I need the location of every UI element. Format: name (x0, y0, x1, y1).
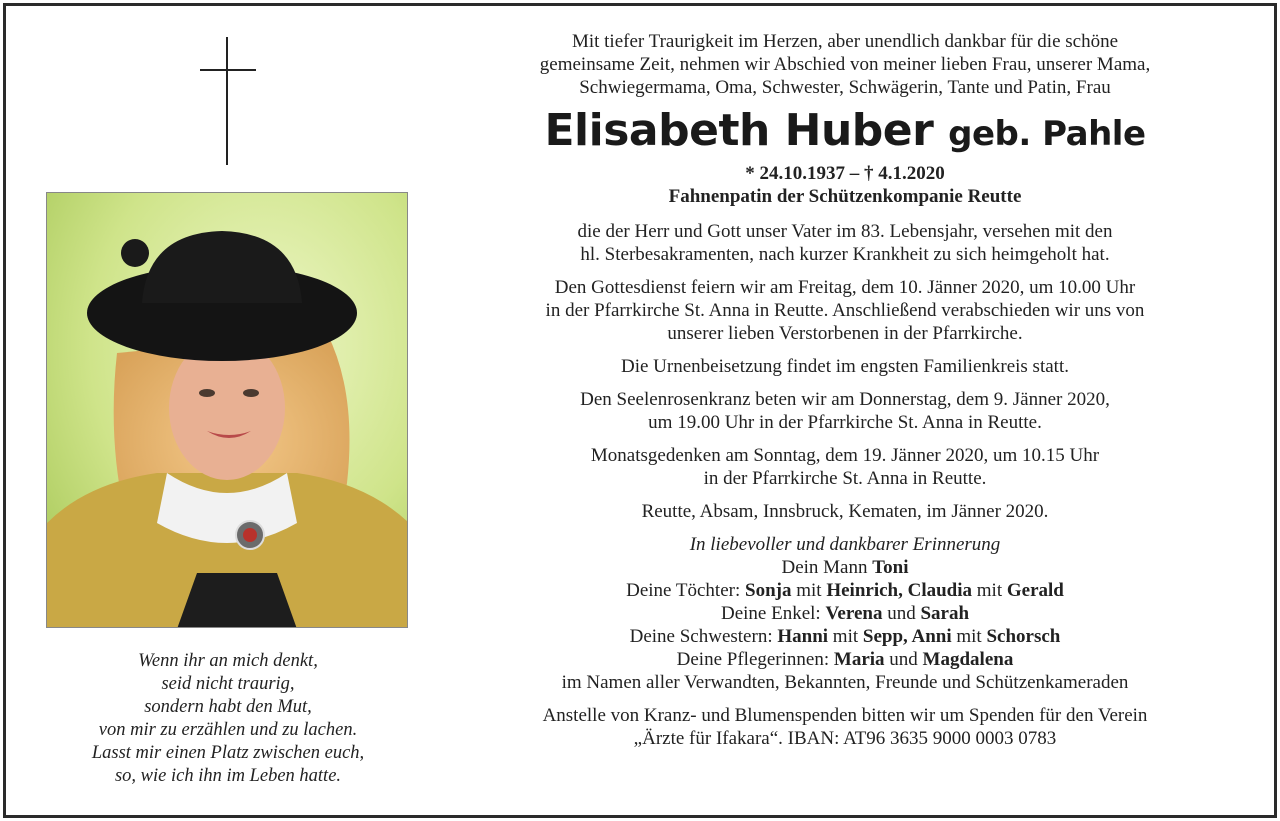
full-name: Elisabeth Huber (544, 105, 934, 156)
obituary-text (440, 30, 1250, 750)
deceased-name (440, 103, 1250, 162)
place-date: Reutte, Absam, Innsbruck, Kematen, im Jänner 2020. (641, 501, 1049, 522)
maiden-name: geb. Pahle (948, 114, 1146, 154)
cross-icon (200, 37, 256, 165)
para2-line: Den Gottesdienst feiern wir am Freitag, dem 10. Jänner 2020, um 10.00 Uhr (554, 277, 1136, 298)
para5-line: Monatsgedenken am Sonntag, dem 19. Jänner 2020, um 10.15 Uhr (590, 445, 1100, 466)
remembrance: In liebevoller und dankbarer Erinnerung (689, 534, 1001, 555)
donation-line: Anstelle von Kranz- und Blumenspenden bitten wir um Spenden für den Verein (542, 705, 1148, 726)
family-husband: Dein Mann Toni (781, 557, 909, 578)
para4-line: Den Seelenrosenkranz beten wir am Donnerstag, dem 9. Jänner 2020, (580, 389, 1110, 410)
poem-line: Lasst mir einen Platz zwischen euch, (91, 743, 365, 763)
family-sisters: Deine Schwestern: Hanni mit Sepp, Anni mit Schorsch (629, 626, 1061, 647)
family-closing: im Namen aller Verwandten, Bekannten, Freunde und Schützenkameraden (561, 672, 1129, 693)
poem-line: sondern habt den Mut, (144, 697, 312, 717)
family-daughters: Deine Töchter: Sonja mit Heinrich, Claudia mit Gerald (626, 580, 1064, 601)
poem-line: seid nicht traurig, (161, 674, 295, 694)
poem-line: von mir zu erzählen und zu lachen. (98, 720, 358, 740)
para2-line: in der Pfarrkirche St. Anna in Reutte. Anschließend verabschieden wir uns von (545, 300, 1145, 321)
intro-line: Schwiegermama, Oma, Schwester, Schwägerin, Tante und Patin, Frau (579, 77, 1111, 98)
para4-line: um 19.00 Uhr in der Pfarrkirche St. Anna in Reutte. (648, 412, 1042, 433)
life-dates: * 24.10.1937 – † 4.1.2020 (745, 163, 945, 184)
role: Fahnenpatin der Schützenkompanie Reutte (668, 186, 1022, 207)
para5-line: in der Pfarrkirche St. Anna in Reutte. (703, 468, 987, 489)
para3-line: Die Urnenbeisetzung findet im engsten Familienkreis statt. (621, 356, 1069, 377)
family-caregivers: Deine Pflegerinnen: Maria und Magdalena (676, 649, 1014, 670)
donation-line: „Ärzte für Ifakara“. IBAN: AT96 3635 9000 0003 0783 (633, 728, 1057, 749)
intro-line: gemeinsame Zeit, nehmen wir Abschied von meiner lieben Frau, unserer Mama, (539, 54, 1151, 75)
intro-line: Mit tiefer Traurigkeit im Herzen, aber unendlich dankbar für die schöne (571, 31, 1119, 52)
para1-line: die der Herr und Gott unser Vater im 83. Lebensjahr, versehen mit den (577, 221, 1113, 242)
poem-line: Wenn ihr an mich denkt, (138, 651, 318, 671)
para2-line: unserer lieben Verstorbenen in der Pfarrkirche. (667, 323, 1023, 344)
family-grandchildren: Deine Enkel: Verena und Sarah (720, 603, 970, 624)
portrait-photo (46, 192, 408, 628)
para1-line: hl. Sterbesakramenten, nach kurzer Krankheit zu sich heimgeholt hat. (580, 244, 1110, 265)
poem (30, 650, 426, 788)
poem-line: so, wie ich ihn im Leben hatte. (114, 766, 342, 786)
